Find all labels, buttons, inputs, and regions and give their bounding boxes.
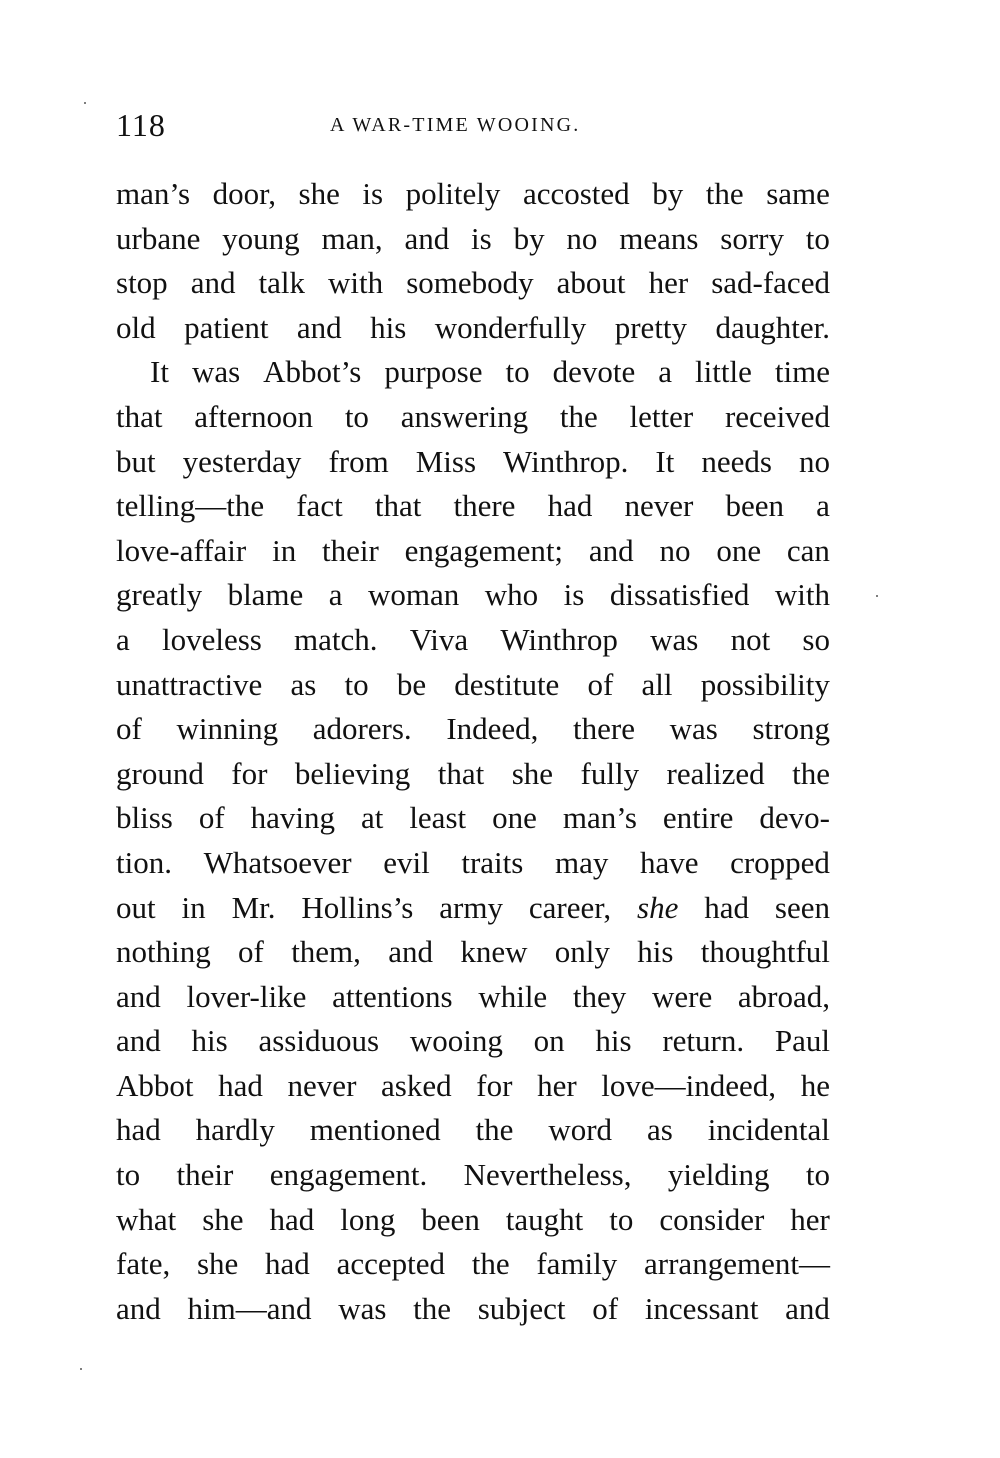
- word: had: [547, 488, 593, 524]
- word: of: [198, 800, 225, 836]
- word: taught: [505, 1201, 584, 1237]
- word: been: [421, 1201, 480, 1237]
- word: only: [554, 934, 610, 970]
- text-line: [116, 752, 830, 797]
- word: means: [619, 220, 699, 256]
- word: wooing: [409, 1023, 503, 1059]
- word: hardly: [195, 1112, 275, 1148]
- text-line: [116, 350, 830, 395]
- word: him—and: [187, 1290, 312, 1326]
- word: pretty: [614, 309, 688, 345]
- word: devo-: [759, 800, 830, 836]
- word: Abbot: [116, 1067, 194, 1103]
- text-line: [116, 306, 830, 351]
- word: the: [413, 1290, 452, 1326]
- word: needs: [701, 443, 772, 479]
- word: in: [272, 532, 297, 568]
- word: his: [595, 1023, 632, 1059]
- word: loveless: [161, 621, 262, 657]
- text-line: [116, 1108, 830, 1153]
- word: was: [650, 621, 699, 657]
- text-line: [116, 484, 830, 529]
- word: no: [659, 532, 691, 568]
- word: seen: [774, 889, 830, 925]
- word: was: [669, 711, 718, 747]
- word: urbane: [116, 220, 201, 256]
- word: was: [191, 354, 241, 390]
- word: had: [218, 1067, 263, 1103]
- word: entire: [662, 800, 734, 836]
- word: at: [360, 800, 384, 836]
- word: fully: [580, 755, 640, 791]
- word: their: [176, 1157, 234, 1193]
- word: to: [116, 1157, 141, 1193]
- paper-speck: [80, 1368, 82, 1370]
- word: consider: [659, 1201, 765, 1237]
- word: be: [396, 666, 427, 702]
- word: letter: [629, 398, 694, 434]
- word: long: [340, 1201, 396, 1237]
- page-header: [116, 100, 830, 150]
- word: Nevertheless,: [463, 1157, 632, 1193]
- word: subject: [477, 1290, 566, 1326]
- word: is: [563, 577, 585, 613]
- word: match.: [294, 621, 378, 657]
- word: Mr.: [231, 889, 276, 925]
- word: purpose: [384, 354, 483, 390]
- word: is: [471, 220, 492, 256]
- word: realized: [666, 755, 765, 791]
- word: family: [536, 1246, 618, 1282]
- word: she: [298, 176, 340, 211]
- word: his: [191, 1023, 228, 1059]
- word: devote: [552, 354, 636, 390]
- word: the: [559, 398, 598, 434]
- word: were: [651, 978, 713, 1014]
- word: Indeed,: [446, 711, 539, 747]
- word: to: [609, 1201, 634, 1237]
- word: and: [785, 1290, 830, 1326]
- word: sad-faced: [711, 265, 830, 301]
- text-line: [116, 1287, 830, 1332]
- word: he: [800, 1067, 830, 1103]
- word: with: [328, 265, 384, 301]
- word: of: [587, 666, 614, 702]
- word: that: [437, 755, 485, 791]
- word: Miss: [415, 443, 477, 479]
- word: asked: [381, 1067, 452, 1103]
- word: stop: [116, 265, 168, 301]
- word: love—indeed,: [601, 1067, 777, 1103]
- word: believing: [294, 755, 411, 791]
- word: yesterday: [182, 443, 302, 479]
- word: man’s: [562, 800, 637, 836]
- word: accepted: [336, 1246, 445, 1282]
- word: of: [238, 934, 264, 970]
- word: cropped: [730, 844, 830, 880]
- word: in: [181, 889, 206, 925]
- word: door,: [212, 176, 276, 211]
- word: a: [328, 577, 343, 613]
- word: nothing: [116, 934, 211, 970]
- word: no: [566, 220, 598, 256]
- word: her: [790, 1201, 830, 1237]
- word: bliss: [116, 800, 173, 836]
- text-line: [116, 975, 830, 1020]
- word: them,: [291, 934, 361, 970]
- word: but: [116, 443, 156, 479]
- word: word: [548, 1112, 613, 1148]
- word: on: [533, 1023, 565, 1059]
- word: career,: [528, 889, 612, 925]
- word: little: [695, 354, 752, 390]
- word: the: [792, 755, 830, 791]
- word: had: [116, 1112, 161, 1148]
- word: of: [592, 1290, 619, 1326]
- text-line: [116, 529, 830, 574]
- word: as: [646, 1112, 673, 1148]
- word: return.: [662, 1023, 745, 1059]
- word: never: [287, 1067, 357, 1103]
- word: Viva: [409, 621, 469, 657]
- word: fate,: [116, 1246, 171, 1282]
- word: may: [554, 844, 609, 880]
- word: and: [404, 220, 450, 256]
- word: for: [476, 1067, 513, 1103]
- word: all: [641, 666, 673, 702]
- word: attentions: [332, 978, 453, 1014]
- word: so: [802, 621, 830, 657]
- word: evil: [383, 844, 430, 880]
- word: assiduous: [258, 1023, 380, 1059]
- word: love-affair: [116, 532, 247, 568]
- text-line: [116, 841, 830, 886]
- word: incidental: [707, 1112, 830, 1148]
- word: lover-like: [186, 978, 307, 1014]
- word: winning: [176, 711, 279, 747]
- paper-speck: [84, 102, 86, 104]
- word: about: [556, 265, 626, 301]
- text-line: [116, 1198, 830, 1243]
- word: time: [774, 354, 830, 390]
- text-line: [116, 707, 830, 752]
- word: telling—the: [116, 488, 265, 524]
- word: her: [537, 1067, 577, 1103]
- word: to: [805, 1157, 830, 1193]
- word: having: [250, 800, 335, 836]
- word: his: [637, 934, 674, 970]
- text-line: [116, 663, 830, 708]
- word: never: [624, 488, 694, 524]
- word: received: [724, 398, 830, 434]
- word: accosted: [522, 176, 630, 211]
- word: the: [475, 1112, 514, 1148]
- word: by: [513, 220, 545, 256]
- text-line: [116, 395, 830, 440]
- word: arrangement—: [644, 1246, 830, 1282]
- word: a: [816, 488, 830, 524]
- word: mentioned: [309, 1112, 441, 1148]
- word: a: [658, 354, 673, 390]
- word: Hollins’s: [301, 889, 414, 925]
- word: army: [439, 889, 503, 925]
- text-line: [116, 440, 830, 485]
- word: greatly: [116, 577, 203, 613]
- word: can: [786, 532, 830, 568]
- word: there: [453, 488, 516, 524]
- word: with: [774, 577, 830, 613]
- word: daughter.: [715, 309, 830, 345]
- word: for: [231, 755, 268, 791]
- word: and: [116, 1290, 161, 1326]
- word: from: [328, 443, 389, 479]
- word: knew: [460, 934, 528, 970]
- word: talk: [258, 265, 306, 301]
- word: politely: [405, 176, 501, 211]
- word: answering: [400, 398, 529, 434]
- word: she: [202, 1201, 244, 1237]
- text-line: [116, 573, 830, 618]
- word: and: [388, 934, 434, 970]
- word: strong: [752, 711, 830, 747]
- word: engagement;: [404, 532, 564, 568]
- word: traits: [461, 844, 524, 880]
- word: they: [572, 978, 627, 1014]
- word: their: [322, 532, 379, 568]
- word: Paul: [774, 1023, 830, 1059]
- word: one: [492, 800, 537, 836]
- word: man’s: [116, 176, 191, 211]
- word: unattractive: [116, 666, 263, 702]
- word: fact: [296, 488, 343, 524]
- word: and: [116, 978, 161, 1014]
- word: had: [704, 889, 749, 925]
- word: incessant: [644, 1290, 759, 1326]
- word: her: [648, 265, 689, 301]
- word: to: [505, 354, 530, 390]
- word: one: [716, 532, 762, 568]
- word: Whatsoever: [203, 844, 352, 880]
- word: and: [116, 1023, 161, 1059]
- page-number: 118: [116, 107, 166, 143]
- word: It: [150, 354, 169, 390]
- word: and: [296, 309, 342, 345]
- word: while: [478, 978, 548, 1014]
- word: what: [116, 1201, 177, 1237]
- word: thoughtful: [700, 934, 830, 970]
- word: she: [196, 1246, 239, 1282]
- word: the: [705, 176, 744, 211]
- italic-word: she: [637, 889, 679, 925]
- word: of: [116, 711, 142, 747]
- word: she: [511, 755, 554, 791]
- word: was: [338, 1290, 387, 1326]
- word: blame: [227, 577, 304, 613]
- word: possibility: [700, 666, 830, 702]
- word: who: [484, 577, 539, 613]
- word: there: [573, 711, 635, 747]
- word: to: [805, 220, 830, 256]
- word: least: [409, 800, 467, 836]
- word: no: [798, 443, 830, 479]
- word: not: [730, 621, 771, 657]
- text-line: [116, 1064, 830, 1109]
- word: patient: [184, 309, 269, 345]
- word: as: [290, 666, 317, 702]
- word: had: [265, 1246, 310, 1282]
- body-text: [116, 172, 830, 1331]
- word: dissatisfied: [609, 577, 750, 613]
- word: and: [588, 532, 634, 568]
- word: destitute: [454, 666, 560, 702]
- word: Winthrop: [500, 621, 618, 657]
- running-title: A WAR-TIME WOOING.: [330, 114, 581, 136]
- word: and: [190, 265, 236, 301]
- word: young: [222, 220, 300, 256]
- text-line: [116, 618, 830, 663]
- text-line: [116, 1242, 830, 1287]
- word: abroad,: [737, 978, 830, 1014]
- word: somebody: [406, 265, 534, 301]
- word: adorers.: [312, 711, 412, 747]
- text-line: [116, 1153, 830, 1198]
- word: old: [116, 309, 156, 345]
- word: Abbot’s: [263, 354, 362, 390]
- word: a: [116, 621, 130, 657]
- word: to: [344, 398, 369, 434]
- word: yielding: [667, 1157, 770, 1193]
- word: is: [362, 176, 384, 211]
- word: by: [652, 176, 684, 211]
- word: Winthrop.: [503, 443, 629, 479]
- word: that: [116, 398, 163, 434]
- text-line: [116, 261, 830, 306]
- word: to: [344, 666, 369, 702]
- word: man,: [321, 220, 383, 256]
- text-line: [116, 1019, 830, 1064]
- word: same: [766, 176, 830, 211]
- word: his: [370, 309, 407, 345]
- word: It: [655, 443, 675, 479]
- word: tion.: [116, 844, 172, 880]
- word: ground: [116, 755, 204, 791]
- word: the: [471, 1246, 510, 1282]
- word: that: [374, 488, 422, 524]
- paper-speck: [876, 595, 878, 597]
- text-line: [116, 930, 830, 975]
- word: had: [269, 1201, 315, 1237]
- word: have: [639, 844, 699, 880]
- text-line: [116, 172, 830, 217]
- word: engagement.: [269, 1157, 428, 1193]
- word: been: [725, 488, 785, 524]
- word: out: [116, 889, 156, 925]
- word: wonderfully: [434, 309, 587, 345]
- text-line: [116, 217, 830, 262]
- word: afternoon: [194, 398, 314, 434]
- word: woman: [368, 577, 460, 613]
- word: sorry: [720, 220, 784, 256]
- text-line: [116, 796, 830, 841]
- text-line: [116, 886, 830, 931]
